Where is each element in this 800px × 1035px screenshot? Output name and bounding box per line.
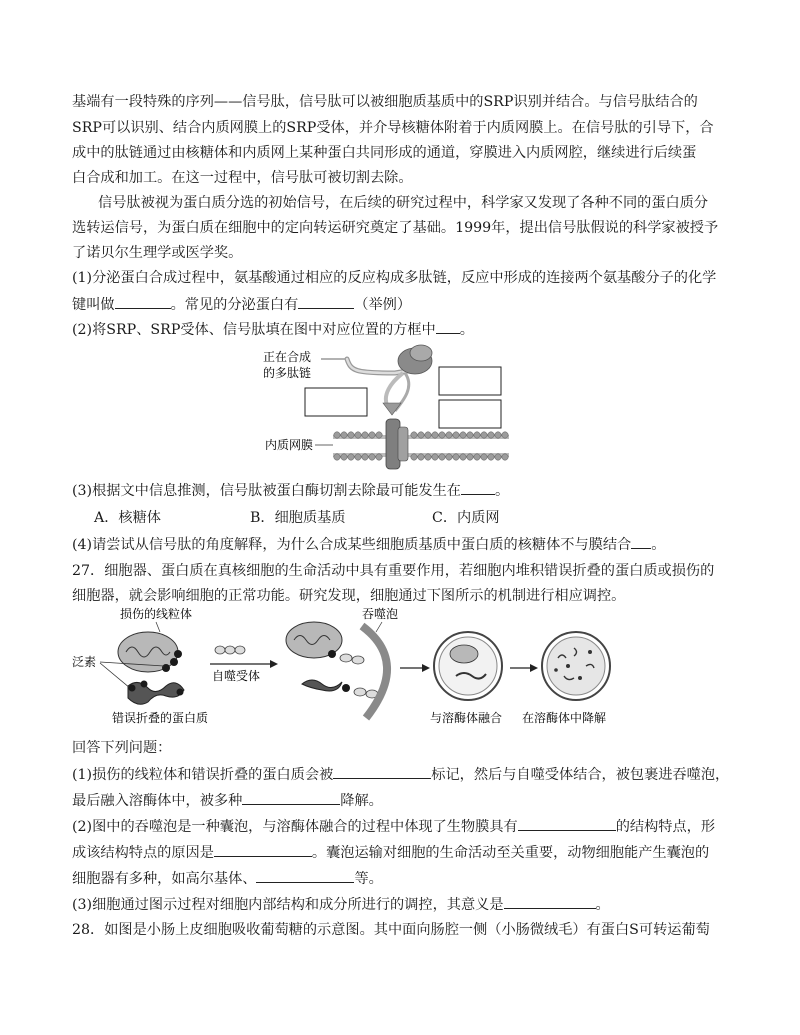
membrane-lipid-head	[474, 454, 480, 460]
phagophore-stage	[286, 622, 387, 718]
answer-blank[interactable]	[256, 868, 354, 883]
q26-1-line: (1)分泌蛋白合成过程中，氨基酸通过相应的反应构成多肽链，反应中形成的连接两个氨基酸分子的化学	[72, 270, 717, 286]
membrane-lipid-head	[467, 432, 473, 438]
q27-2-text: 成该结构特点的原因是	[72, 845, 214, 861]
membrane-lipid-head	[439, 454, 445, 460]
answer-blank[interactable]	[214, 842, 312, 857]
q26-2-end: 。	[459, 322, 474, 338]
q27-2-text: (2)图中的吞噬泡是一种囊泡，与溶酶体融合的过程中体现了生物膜具有	[72, 819, 518, 835]
q27-1-text: 标记，然后与自噬受体结合，被包裹进吞噬泡，	[431, 767, 730, 783]
autophagy-receptor-icon	[215, 646, 245, 654]
q26-1-line2	[72, 294, 732, 315]
q27-intro: 回答下列问题：	[72, 740, 172, 756]
label-damaged-mitochondrion: 损伤的线粒体	[120, 607, 193, 621]
q28-stem: 28．如图是小肠上皮细胞吸收葡萄糖的示意图。其中面向肠腔一侧（小肠微绒毛）有蛋白S可转运葡萄	[72, 922, 710, 938]
membrane-lipid-head	[425, 432, 431, 438]
membrane-lipid-head	[481, 454, 487, 460]
membrane-lipid-head	[432, 432, 438, 438]
option-a[interactable]: A．核糖体	[94, 510, 161, 526]
q27-1-text: (1)损伤的线粒体和错误折叠的蛋白质会被	[72, 767, 334, 783]
q26-1-text: 。常见的分泌蛋白有	[170, 297, 299, 313]
q27-2-text: 的结构特点，形	[615, 819, 716, 835]
label-autophagy-receptor: 自噬受体	[212, 669, 261, 683]
passage-line: 信号肽被视为蛋白质分选的初始信号，在后续的研究过程中，科学家又发现了各种不同的蛋白质分	[98, 195, 709, 211]
membrane-lipid-head	[348, 432, 354, 438]
label-er-membrane: 内质网膜	[265, 438, 314, 452]
membrane-lipid-head	[418, 432, 424, 438]
autophagy-diagram	[70, 606, 630, 732]
membrane-lipid-head	[376, 432, 382, 438]
membrane-lipid-head	[467, 454, 473, 460]
passage-line: 成中的肽链通过由核糖体和内质网上某种蛋白共同形成的通道，穿膜进入内质网腔，继续进行后续蛋	[72, 145, 697, 161]
membrane-lipid-head	[334, 432, 340, 438]
answer-blank[interactable]	[115, 294, 171, 309]
lysosome-fusion	[434, 632, 502, 700]
answer-blank[interactable]	[242, 790, 340, 805]
membrane-lipid-head	[418, 454, 424, 460]
answer-blank[interactable]	[504, 894, 596, 909]
q26-1-text: 键叫做	[72, 297, 115, 313]
membrane-lipid-head	[453, 432, 459, 438]
membrane-lipid-head	[474, 432, 480, 438]
srp-diagram	[255, 343, 515, 475]
passage-line: 白合成和加工。在这一过程中，信号肽可被切割去除。	[72, 170, 413, 186]
q27-3-text: (3)细胞通过图示过程对细胞内部结构和成分所进行的调控，其意义是	[72, 897, 504, 913]
label-nascent-chain-2: 的多肽链	[263, 366, 312, 380]
membrane-lipid-head	[502, 432, 508, 438]
q26-4-line	[72, 534, 732, 555]
q27-3-line	[72, 894, 732, 915]
q27-1-text: 最后融入溶酶体中，被多种	[72, 793, 243, 809]
membrane-lipid-head	[341, 432, 347, 438]
membrane-lipid-head	[488, 432, 494, 438]
q26-3-end: 。	[494, 483, 510, 499]
membrane-lipid-head	[334, 454, 340, 460]
q27-1-line2	[72, 790, 732, 811]
lysosome-degradation	[542, 632, 610, 700]
membrane-lipid-head	[348, 454, 354, 460]
membrane-lipid-head	[355, 432, 361, 438]
q27-2-text: 等。	[354, 871, 383, 887]
misfolded-protein	[128, 681, 184, 705]
membrane-lipid-head	[460, 454, 466, 460]
answer-blank[interactable]	[461, 480, 495, 495]
membrane-lipid-head	[446, 432, 452, 438]
membrane-lipid-head	[453, 454, 459, 460]
q26-4-end: 。	[651, 537, 666, 553]
label-phagophore: 吞噬泡	[362, 607, 399, 621]
membrane-lipid-head	[446, 454, 452, 460]
q27-stem: 细胞器，就会影响细胞的正常功能。研究发现，细胞通过下图所示的机制进行相应调控。	[72, 588, 626, 604]
membrane-lipid-head	[432, 454, 438, 460]
membrane-lipid-head	[495, 454, 501, 460]
membrane-lipid-head	[376, 454, 382, 460]
membrane-lipid-head	[488, 454, 494, 460]
q26-2-line	[72, 319, 732, 340]
label-nascent-chain: 正在合成	[263, 350, 312, 364]
q27-2-line3	[72, 868, 732, 889]
option-b[interactable]: B．细胞质基质	[250, 510, 346, 526]
membrane-lipid-head	[502, 454, 508, 460]
label-degradation: 在溶酶体中降解	[522, 711, 607, 725]
q27-2-text: 细胞器有多种，如高尔基体、	[72, 871, 257, 887]
q27-3-end: 。	[595, 897, 610, 913]
membrane-lipid-head	[411, 432, 417, 438]
q27-2-line2	[72, 842, 732, 863]
membrane-lipid-head	[369, 432, 375, 438]
passage-line: SRP可以识别、结合内质网膜上的SRP受体，并介导核糖体附着于内质网膜上。在信号肽的引导下，合	[72, 120, 714, 136]
q27-stem: 27．细胞器、蛋白质在真核细胞的生命活动中具有重要作用，若细胞内堆积错误折叠的蛋白质或损伤的	[72, 563, 715, 579]
membrane-lipid-head	[425, 454, 431, 460]
passage-line: 基端有一段特殊的序列——信号肽，信号肽可以被细胞质基质中的SRP识别并结合。与信号肽结合的	[72, 94, 698, 110]
answer-blank[interactable]	[436, 319, 460, 334]
label-fuse-lysosome: 与溶酶体融合	[430, 711, 503, 725]
passage-line: 选转运信号，为蛋白质在细胞中的定向转运研究奠定了基础。1999年，提出信号肽假说的科学家被授予	[72, 220, 719, 236]
membrane-lipid-head	[341, 454, 347, 460]
q26-3-line	[72, 480, 732, 501]
membrane-lipid-head	[439, 432, 445, 438]
membrane-lipid-head	[495, 432, 501, 438]
answer-blank[interactable]	[333, 764, 431, 779]
q26-4-text: (4)请尝试从信号肽的角度解释，为什么合成某些细胞质基质中蛋白质的核糖体不与膜结合	[72, 537, 632, 553]
q27-2-line	[72, 816, 732, 837]
answer-box-top-right[interactable]	[439, 367, 501, 395]
answer-box-left[interactable]	[305, 388, 367, 416]
q26-2-text: (2)将SRP、SRP受体、信号肽填在图中对应位置的方框中	[72, 322, 436, 338]
membrane-lipid-head	[369, 454, 375, 460]
answer-blank[interactable]	[631, 534, 651, 549]
answer-blank[interactable]	[518, 816, 616, 831]
membrane-lipid-head	[362, 454, 368, 460]
membrane-lipid-head	[460, 432, 466, 438]
q27-1-text: 降解。	[340, 793, 383, 809]
membrane-lipid-head	[411, 454, 417, 460]
passage-line: 了诺贝尔生理学或医学奖。	[72, 245, 243, 261]
membrane-lipid-head	[362, 432, 368, 438]
answer-blank[interactable]	[298, 294, 354, 309]
q27-2-text: 。囊泡运输对细胞的生命活动至关重要，动物细胞能产生囊泡的	[311, 845, 710, 861]
membrane-lipid-head	[481, 432, 487, 438]
er-membrane	[333, 432, 509, 460]
q26-1-text: （举例）	[354, 297, 412, 313]
label-ubiquitin: 泛素	[72, 655, 97, 669]
membrane-lipid-head	[355, 454, 361, 460]
q27-1-line	[72, 764, 732, 785]
label-misfolded-protein: 错误折叠的蛋白质	[112, 711, 209, 725]
damaged-mitochondrion	[118, 632, 182, 672]
q26-3-text: (3)根据文中信息推测，信号肽被蛋白酶切割去除最可能发生在	[72, 483, 461, 499]
option-c[interactable]: C．内质网	[432, 510, 500, 526]
answer-box-bottom-right[interactable]	[439, 400, 501, 428]
